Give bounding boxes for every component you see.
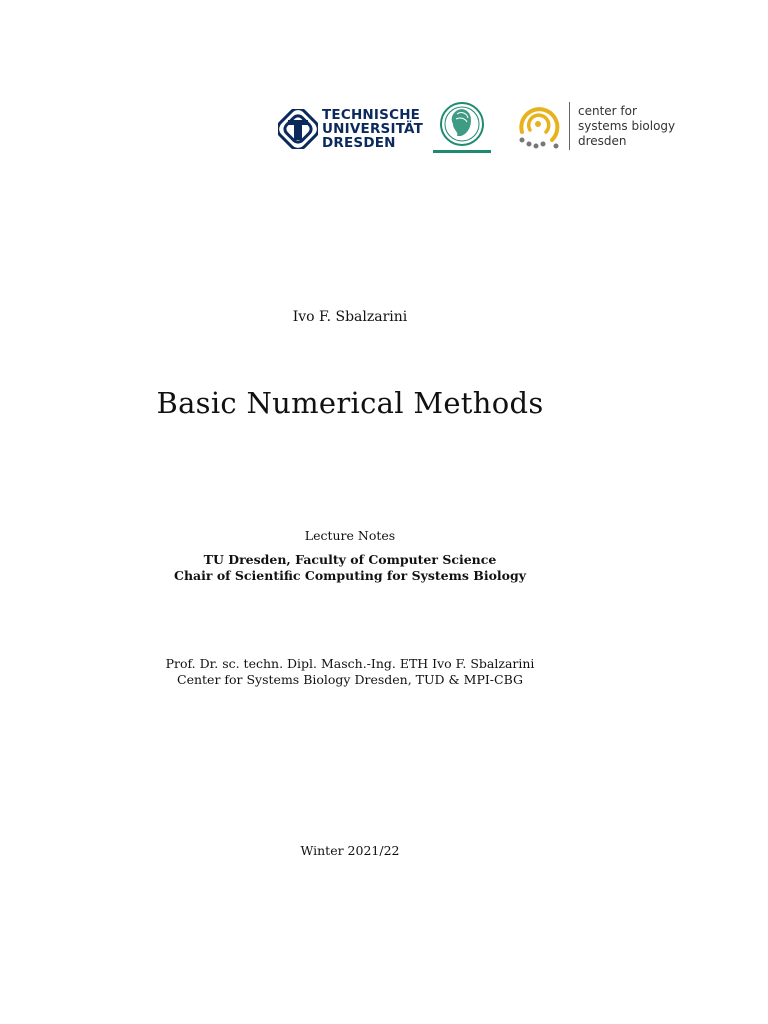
csbd-logo — [514, 102, 684, 154]
csbd-dots-icon — [514, 102, 562, 150]
semester-date: Winter 2021/22 — [300, 843, 400, 858]
tu-dresden-wordmark: TECHNISCHE UNIVERSITÄT DRESDEN — [322, 107, 424, 151]
institution-block — [0, 552, 700, 584]
tu-dresden-logo — [278, 108, 438, 153]
author-name: Ivo F. Sbalzarini — [292, 309, 408, 325]
document-subtitle: Lecture Notes — [304, 528, 396, 543]
institution-line: Chair of Scientific Computing for Systems Biology — [174, 568, 526, 583]
professor-line: Prof. Dr. sc. techn. Dipl. Masch.-Ing. ETH Ivo F. Sbalzarini — [165, 656, 535, 671]
tu-dresden-emblem-icon — [278, 109, 318, 149]
document-title: Basic Numerical Methods — [156, 386, 544, 420]
csbd-divider — [569, 102, 570, 150]
institution-line: TU Dresden, Faculty of Computer Science — [203, 552, 497, 567]
professor-line: Center for Systems Biology Dresden, TUD & MPI-CBG — [177, 672, 523, 687]
professor-block — [0, 656, 700, 688]
max-planck-seal-icon — [431, 100, 493, 156]
csbd-wordmark: center for systems biology dresden — [578, 104, 676, 148]
logo-bar — [0, 96, 768, 166]
